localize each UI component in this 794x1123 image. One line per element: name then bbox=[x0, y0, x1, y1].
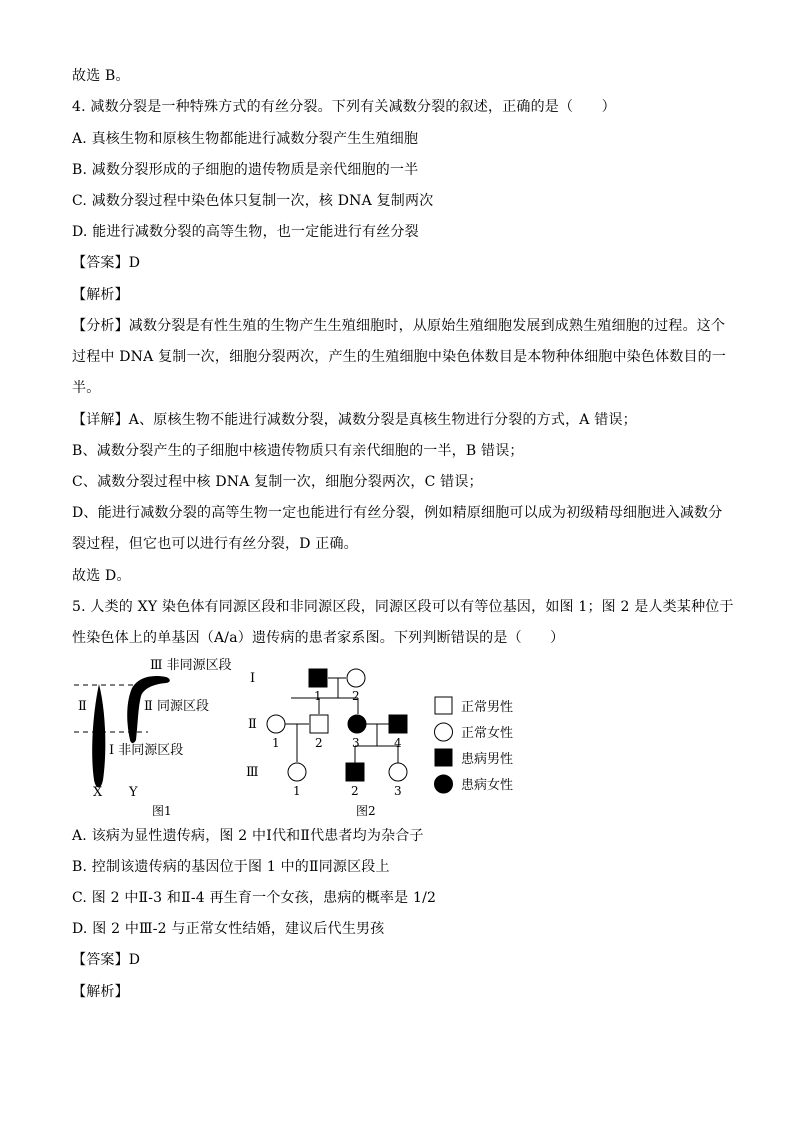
legend-normal-female: 正常女性 bbox=[461, 726, 514, 741]
legend-normal-male-icon bbox=[435, 697, 452, 714]
q4-detail-line-3: C、减数分裂过程中核 DNA 复制一次，细胞分裂两次，C 错误； bbox=[72, 474, 483, 490]
gen2-ind2-normal-male bbox=[310, 715, 328, 733]
gen3-num-1: 1 bbox=[293, 784, 301, 798]
figure-1-xy-chromosome bbox=[66, 652, 246, 822]
gen1-ind1-affected-male bbox=[309, 669, 327, 687]
legend-normal-female-icon bbox=[435, 723, 453, 741]
fig1-x-label: X bbox=[93, 785, 103, 800]
q4-option-a: A. 真核生物和原核生物都能进行减数分裂产生生殖细胞 bbox=[72, 131, 419, 147]
q4-analysis-line-3: 半。 bbox=[72, 380, 101, 396]
gen2-num-3: 3 bbox=[352, 736, 360, 750]
fig1-region-ii: Ⅱ 同源区段 bbox=[144, 699, 209, 714]
x-chromosome-shape bbox=[92, 684, 105, 788]
q4-stem: 4. 减数分裂是一种特殊方式的有丝分裂。下列有关减数分裂的叙述，正确的是（ ） bbox=[72, 99, 616, 115]
fig1-caption: 图1 bbox=[152, 804, 172, 818]
gen1-num-1: 1 bbox=[314, 689, 322, 703]
gen2-ind4-affected-male bbox=[389, 715, 407, 733]
gen3-ind3-normal-female bbox=[389, 763, 407, 781]
q4-detail-line-1: 【详解】A、原核生物不能进行减数分裂，减数分裂是真核生物进行分裂的方式，A 错误； bbox=[72, 412, 637, 428]
legend-affected-female-icon bbox=[435, 775, 453, 793]
gen3-ind1-normal-female bbox=[288, 763, 306, 781]
legend-normal-male: 正常男性 bbox=[461, 700, 514, 715]
gen2-num-2: 2 bbox=[315, 736, 323, 750]
q5-stem-line-1: 5. 人类的 XY 染色体有同源区段和非同源区段，同源区段可以有等位基因，如图 1；图 2 是人类某种位于 bbox=[72, 599, 734, 615]
q5-option-c: C. 图 2 中Ⅱ-3 和Ⅱ-4 再生育一个女孩，患病的概率是 1/2 bbox=[72, 890, 437, 906]
gen-label-iii: Ⅲ bbox=[246, 765, 259, 780]
q4-analysis-line-1: 【分析】减数分裂是有性生殖的生物产生生殖细胞时，从原始生殖细胞发展到成熟生殖细胞的过程。这个 bbox=[72, 318, 726, 334]
q4-option-d: D. 能进行减数分裂的高等生物，也一定能进行有丝分裂 bbox=[72, 224, 419, 240]
q5-analysis-heading: 【解析】 bbox=[72, 984, 129, 1000]
gen2-ind3-affected-female bbox=[348, 715, 366, 733]
q4-answer: 【答案】D bbox=[72, 255, 141, 271]
fig1-region-ii-left: Ⅱ bbox=[78, 699, 87, 714]
q4-option-b: B. 减数分裂形成的子细胞的遗传物质是亲代细胞的一半 bbox=[72, 162, 419, 178]
fig2-caption: 图2 bbox=[356, 804, 376, 818]
gen3-num-3: 3 bbox=[394, 784, 402, 798]
q4-detail-line-5: 裂过程，但它也可以进行有丝分裂，D 正确。 bbox=[72, 536, 358, 552]
gen3-num-2: 2 bbox=[351, 784, 359, 798]
previous-conclusion: 故选 B。 bbox=[72, 68, 130, 84]
q5-option-a: A. 该病为显性遗传病，图 2 中Ⅰ代和Ⅱ代患者均为杂合子 bbox=[72, 828, 424, 844]
gen-label-i: Ⅰ bbox=[250, 671, 256, 686]
pedigree-legend bbox=[430, 694, 540, 800]
q4-option-c: C. 减数分裂过程中染色体只复制一次，核 DNA 复制两次 bbox=[72, 193, 434, 209]
gen1-ind2-normal-female bbox=[347, 669, 365, 687]
q4-conclusion: 故选 D。 bbox=[72, 568, 131, 584]
gen2-ind1-normal-female bbox=[267, 715, 285, 733]
gen2-num-1: 1 bbox=[272, 736, 280, 750]
q5-option-b: B. 控制该遗传病的基因位于图 1 中的Ⅱ同源区段上 bbox=[72, 859, 390, 875]
gen2-num-4: 4 bbox=[394, 736, 402, 750]
legend-affected-male-icon bbox=[435, 749, 452, 766]
q5-stem-line-2: 性染色体上的单基因（A/a）遗传病的患者家系图。下列判断错误的是（ ） bbox=[72, 630, 565, 646]
q4-detail-line-4: D、能进行减数分裂的高等生物一定也能进行有丝分裂，例如精原细胞可以成为初级精母细胞进入减数分 bbox=[72, 505, 723, 521]
fig1-region-i: Ⅰ 非同源区段 bbox=[109, 743, 184, 758]
fig1-region-iii: Ⅲ 非同源区段 bbox=[150, 658, 232, 673]
figure-2-pedigree bbox=[246, 660, 436, 822]
q4-detail-line-2: B、减数分裂产生的子细胞中核遗传物质只有亲代细胞的一半，B 错误； bbox=[72, 443, 524, 459]
q5-answer: 【答案】D bbox=[72, 952, 141, 968]
gen3-ind2-affected-male bbox=[346, 763, 364, 781]
gen1-num-2: 2 bbox=[352, 689, 360, 703]
q4-analysis-line-2: 过程中 DNA 复制一次，细胞分裂两次，产生的生殖细胞中染色体数目是本物种体细胞中染色体数目的一 bbox=[72, 349, 727, 365]
q5-option-d: D. 图 2 中Ⅲ-2 与正常女性结婚，建议后代生男孩 bbox=[72, 921, 385, 937]
gen-label-ii: Ⅱ bbox=[248, 717, 257, 732]
legend-affected-male: 患病男性 bbox=[461, 752, 514, 767]
fig1-y-label: Y bbox=[129, 785, 138, 800]
legend-affected-female: 患病女性 bbox=[461, 778, 514, 793]
q4-analysis-heading: 【解析】 bbox=[72, 287, 129, 303]
